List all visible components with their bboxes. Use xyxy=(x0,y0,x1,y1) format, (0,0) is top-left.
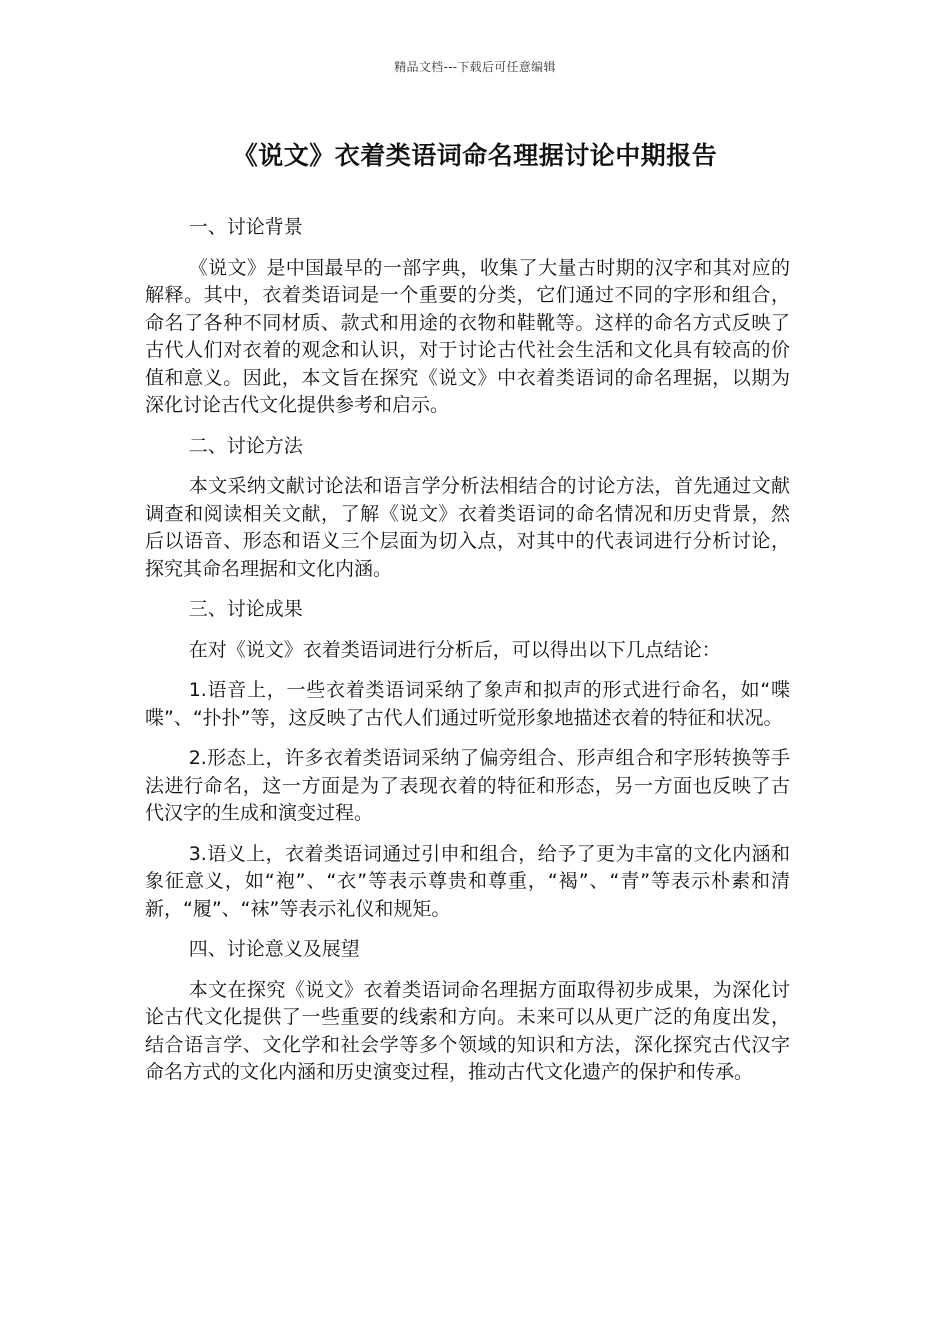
section-background xyxy=(145,214,790,420)
paragraph: 本文采纳文献讨论法和语言学分析法相结合的讨论方法，首先通过文献调查和阅读相关文献，了解《说文》衣着类语词的命名情况和历史背景，然后以语音、形态和语义三个层面为切入点，对其中的代表词进行分析讨论，探究其命名理据和文化内涵。 xyxy=(145,475,790,580)
paragraph: 1.语音上，一些衣着类语词采纳了象声和拟声的形式进行命名，如“喋喋”、“扑扑”等，这反映了古代人们通过听觉形象地描述衣着的特征和状况。 xyxy=(145,679,790,729)
section-heading: 三、讨论成果 xyxy=(188,598,303,620)
paragraph: 2.形态上，许多衣着类语词采纳了偏旁组合、形声组合和字形转换等手法进行命名，这一方面是为了表现衣着的特征和形态，另一方面也反映了古代汉字的生成和演变过程。 xyxy=(145,747,790,824)
paragraph: 3.语义上，衣着类语词通过引申和组合，给予了更为丰富的文化内涵和象征意义，如“袍”、“衣”等表示尊贵和尊重，“褐”、“青”等表示朴素和清新，“履”、“袜”等表示礼仪和规矩。 xyxy=(145,842,790,920)
section-heading: 四、讨论意义及展望 xyxy=(188,938,360,960)
section-heading: 二、讨论方法 xyxy=(188,434,303,457)
section-heading: 一、讨论背景 xyxy=(188,216,303,238)
paragraph: 《说文》是中国最早的一部字典，收集了大量古时期的汉字和其对应的解释。其中，衣着类语词是一个重要的分类，它们通过不同的字形和组合，命名了各种不同材质、款式和用途的衣物和鞋靴等。这样的命名方式反映了古代人们对衣着的观念和认识，对于讨论古代社会生活和文化具有较高的价值和意义。因此，本文旨在探究《说文》中衣着类语词的命名理据，以期为深化讨论古代文化提供参考和启示。 xyxy=(145,256,790,416)
paragraph: 本文在探究《说文》衣着类语词命名理据方面取得初步成果，为深化讨论古代文化提供了一些重要的线索和方向。未来可以从更广泛的角度出发，结合语言学、文化学和社会学等多个领域的知识和方法，深化探究古代汉字命名方式的文化内涵和历史演变过程，推动古代文化遗产的保护和传承。 xyxy=(145,978,790,1083)
document-title: 《说文》衣着类语词命名理据讨论中期报告 xyxy=(232,141,718,170)
page-header: 精品文档---下载后可任意编辑 xyxy=(394,60,556,74)
paragraph: 在对《说文》衣着类语词进行分析后，可以得出以下几点结论： xyxy=(188,638,721,661)
section-results xyxy=(145,596,790,923)
section-method xyxy=(145,433,790,584)
document-body xyxy=(145,214,790,1100)
section-significance xyxy=(145,936,790,1087)
